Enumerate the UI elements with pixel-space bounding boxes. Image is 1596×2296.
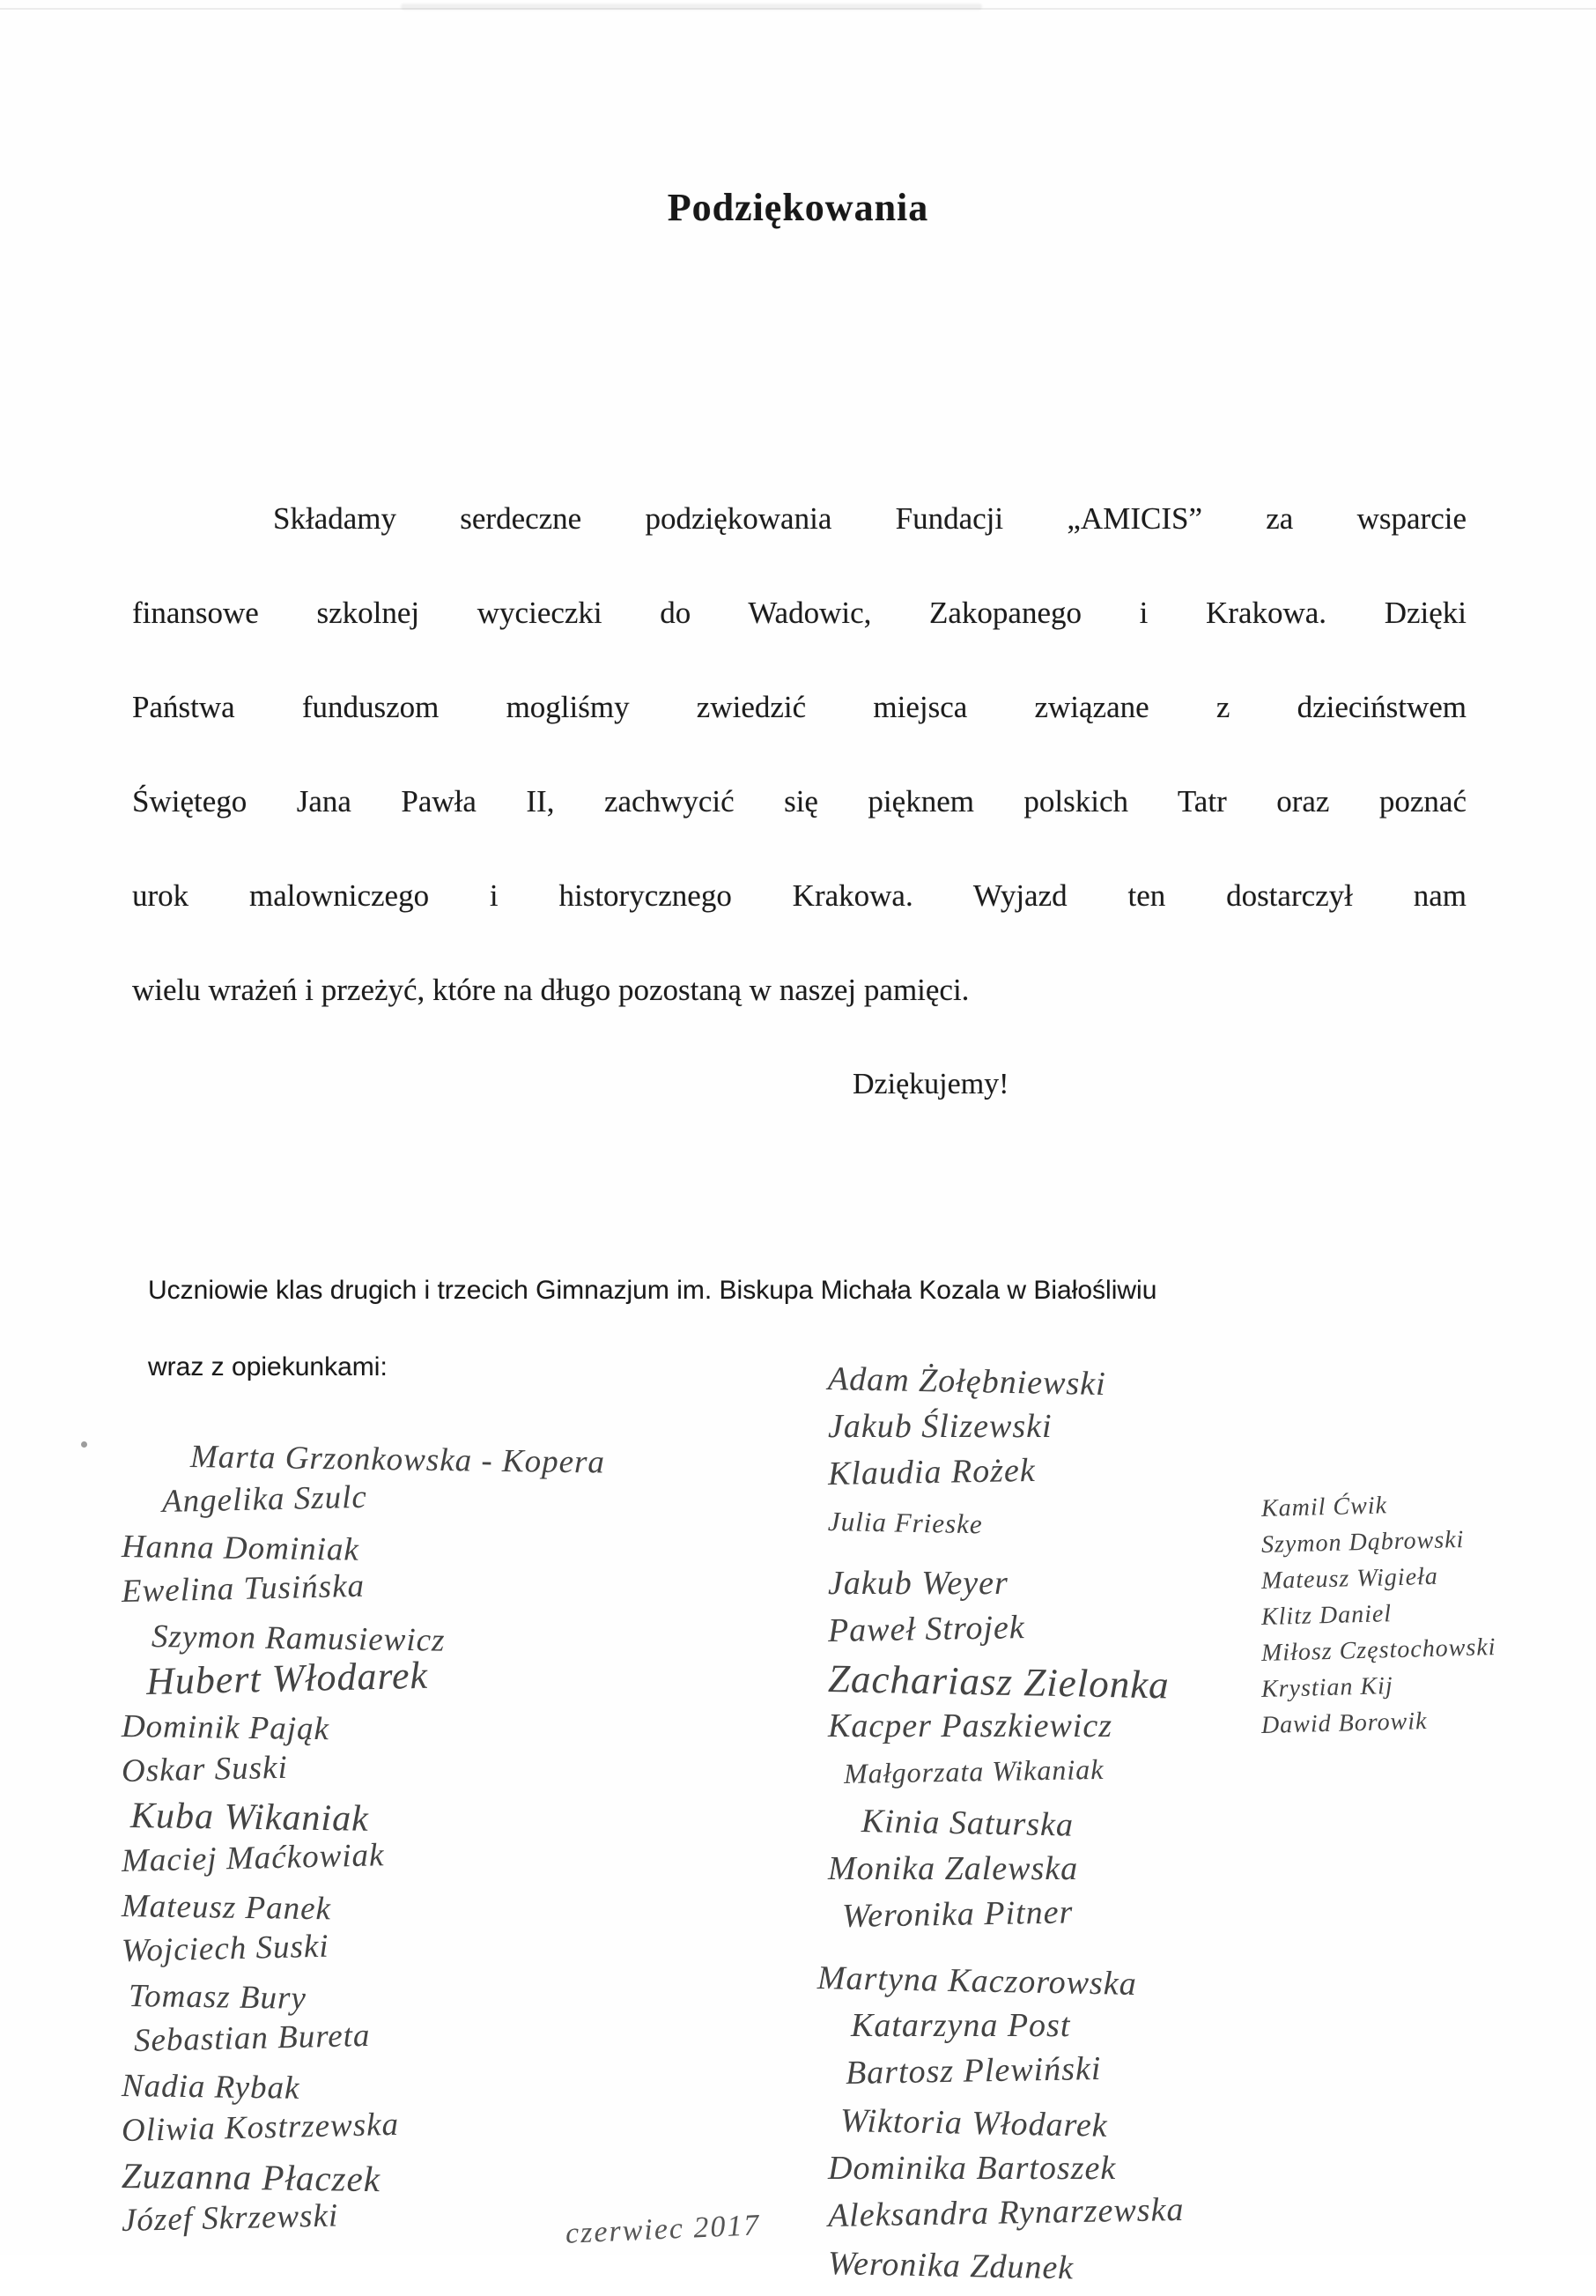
signature: Klitz Daniel — [1260, 1600, 1393, 1631]
signature: Paweł Strojek — [827, 1609, 1026, 1649]
signature: Klaudia Rożek — [827, 1451, 1037, 1492]
signature: Mateusz Wigieła — [1260, 1562, 1439, 1595]
paragraph-line: Państwa funduszom mogliśmy zwiedzić miejsca związane z dzieciństwem — [132, 690, 1467, 724]
signature: Wojciech Suski — [121, 1928, 330, 1969]
signature: Marta Grzonkowska - Kopera — [189, 1439, 606, 1481]
scan-artifact-smudge — [401, 4, 982, 10]
signature: Weronika Pitner — [841, 1893, 1074, 1935]
signature: Tomasz Bury — [128, 1978, 307, 2017]
signature: Sebastian Bureta — [133, 2017, 371, 2059]
paragraph-line: Świętego Jana Pawła II, zachwycić się pięknem polskich Tatr oraz poznać — [132, 784, 1467, 818]
signature: Józef Skrzewski — [121, 2197, 339, 2239]
signature: Wiktoria Włodarek — [839, 2102, 1109, 2144]
signature: Julia Frieske — [827, 1506, 984, 1540]
signature: Szymon Ramusiewicz — [151, 1618, 446, 1659]
students-heading: Uczniowie klas drugich i trzecich Gimnazjum im. Biskupa Michała Kozala w Białośliwiu — [148, 1276, 1157, 1305]
signature: Oskar Suski — [121, 1749, 289, 1789]
date-handwritten: czerwiec 2017 — [565, 2209, 762, 2250]
signature: Szymon Dąbrowski — [1260, 1525, 1465, 1559]
signature: Maciej Maćkowiak — [121, 1837, 385, 1879]
signature: Zuzanna Płaczek — [121, 2155, 381, 2200]
signature: Hanna Dominiak — [121, 1529, 360, 1568]
signature: Monika Zalewska — [828, 1850, 1079, 1887]
signature: Krystian Kij — [1260, 1672, 1394, 1703]
signature: Miłosz Częstochowski — [1260, 1633, 1496, 1667]
signature: Angelika Szulc — [161, 1478, 368, 1520]
ink-dot — [81, 1441, 87, 1448]
caretakers-heading: wraz z opiekunkami: — [148, 1352, 388, 1381]
signature: Weronika Zdunek — [827, 2245, 1075, 2287]
signature: Martyna Kaczorowska — [816, 1959, 1138, 2003]
signature: Bartosz Plewiński — [845, 2049, 1102, 2092]
signature: Dominika Bartoszek — [828, 2150, 1117, 2187]
acknowledgment-paragraph — [132, 471, 1467, 1037]
paragraph-line: wielu wrażeń i przeżyć, które na długo pozostaną w naszej pamięci. — [132, 973, 970, 1007]
signature: Ewelina Tusińska — [121, 1567, 366, 1610]
page-title: Podziękowania — [667, 186, 929, 229]
signature: Adam Żołębniewski — [827, 1360, 1107, 1404]
signature: Małgorzata Wikaniak — [843, 1752, 1105, 1789]
paragraph-line: urok malowniczego i historycznego Krakowa. Wyjazd ten dostarczył nam — [132, 878, 1467, 913]
signature: Kuba Wikaniak — [129, 1796, 370, 1840]
signature-column-middle — [816, 1355, 1304, 2287]
signature-column-left — [122, 1434, 650, 2243]
thanks-text: Dziękujemy! — [853, 1068, 1009, 1100]
signature: Jakub Ślizewski — [828, 1408, 1053, 1445]
signature: Dawid Borowik — [1260, 1707, 1428, 1739]
signature: Nadia Rybak — [121, 2068, 300, 2107]
signature: Kamil Ćwik — [1260, 1492, 1388, 1522]
signature: Kacper Paszkiewicz — [828, 1707, 1113, 1744]
scan-artifact-line — [0, 8, 1596, 10]
signature: Kinia Saturska — [861, 1803, 1075, 1844]
signature: Mateusz Panek — [121, 1888, 332, 1928]
paragraph-line: Składamy serdeczne podziękowania Fundacji „AMICIS” za wsparcie — [273, 501, 1467, 536]
signature-column-right — [1261, 1491, 1596, 1744]
signature: Oliwia Kostrzewska — [121, 2106, 400, 2149]
signature: Zachariasz Zielonka — [827, 1656, 1171, 1707]
signature: Hubert Włodarek — [145, 1653, 429, 1703]
signature: Aleksandra Rynarzewska — [827, 2190, 1185, 2234]
signature: Jakub Weyer — [828, 1565, 1009, 1602]
signature: Dominik Pająk — [121, 1708, 330, 1748]
signature: Katarzyna Post — [851, 2007, 1071, 2044]
paragraph-line: finansowe szkolnej wycieczki do Wadowic, Zakopanego i Krakowa. Dzięki — [132, 596, 1467, 630]
